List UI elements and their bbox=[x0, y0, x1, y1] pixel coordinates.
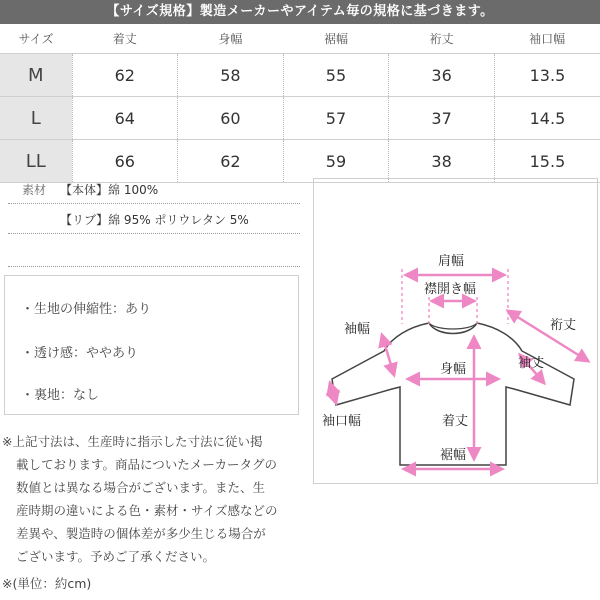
table-cell: 15.5 bbox=[494, 140, 600, 183]
material-row-1 bbox=[0, 178, 300, 204]
header-yuki: 裄丈 bbox=[389, 24, 495, 54]
shirt-outline bbox=[332, 323, 574, 465]
unit-note: ※(単位：約cm) bbox=[2, 576, 92, 591]
header-cuff-width: 袖口幅 bbox=[494, 24, 600, 54]
divider bbox=[8, 203, 300, 204]
shirt-diagram-svg bbox=[314, 179, 599, 485]
table-cell: 60 bbox=[178, 97, 284, 140]
row-size-label: L bbox=[0, 97, 72, 140]
table-row bbox=[0, 54, 600, 97]
material-section bbox=[0, 178, 300, 234]
header-size: サイズ bbox=[0, 24, 72, 54]
note-line: 産時期の違いによる色・素材・サイズ感などの bbox=[16, 503, 278, 518]
size-table bbox=[0, 24, 600, 183]
material-label: 素材 bbox=[22, 183, 47, 197]
table-cell: 38 bbox=[389, 140, 495, 183]
table-cell: 62 bbox=[72, 54, 178, 97]
note-line: 数値とは異なる場合がございます。また、生 bbox=[16, 480, 266, 495]
row-size-label: M bbox=[0, 54, 72, 97]
divider bbox=[8, 233, 300, 234]
table-cell: 62 bbox=[178, 140, 284, 183]
label-sleeve-width: 袖幅 bbox=[344, 322, 371, 337]
neckline bbox=[429, 323, 477, 329]
label-body-width: 身幅 bbox=[440, 362, 467, 377]
label-length: 着丈 bbox=[442, 414, 469, 429]
label-shoulder: 肩幅 bbox=[438, 254, 465, 269]
table-cell: 55 bbox=[283, 54, 389, 97]
label-sleeve-length: 袖丈 bbox=[518, 356, 545, 371]
note-line: ※上記寸法は、生産時に指示した寸法に従い掲 bbox=[2, 434, 263, 449]
table-cell: 36 bbox=[389, 54, 495, 97]
label-yuki: 裄丈 bbox=[550, 318, 577, 333]
table-cell: 14.5 bbox=[494, 97, 600, 140]
row-size-label: LL bbox=[0, 140, 72, 183]
table-cell: 37 bbox=[389, 97, 495, 140]
table-row bbox=[0, 97, 600, 140]
label-neck: 襟開き幅 bbox=[424, 282, 477, 297]
note-line: 差異や、製造時の個体差が多少生じる場合が bbox=[16, 526, 266, 541]
header-length: 着丈 bbox=[72, 24, 178, 54]
table-row bbox=[0, 140, 600, 183]
divider bbox=[8, 266, 300, 267]
table-cell: 66 bbox=[72, 140, 178, 183]
measurement-diagram bbox=[313, 178, 598, 484]
fabric-features-box bbox=[4, 275, 299, 415]
table-cell: 58 bbox=[178, 54, 284, 97]
size-table-header-row bbox=[0, 24, 600, 54]
size-spec-banner: 【サイズ規格】製造メーカーやアイテム毎の規格に基づきます。 bbox=[0, 0, 600, 24]
stretch-feature: ・生地の伸縮性：あり bbox=[21, 302, 152, 317]
lining-feature: ・裏地：なし bbox=[21, 388, 100, 403]
header-body-width: 身幅 bbox=[178, 24, 284, 54]
sheerness-feature: ・透け感：ややあり bbox=[21, 346, 139, 361]
table-cell: 57 bbox=[283, 97, 389, 140]
note-line: ございます。予めご了承ください。 bbox=[16, 549, 216, 564]
table-cell: 59 bbox=[283, 140, 389, 183]
table-cell: 64 bbox=[72, 97, 178, 140]
material-row-2 bbox=[0, 208, 300, 234]
material-rib: 【リブ】綿 95% ポリウレタン 5% bbox=[60, 213, 249, 227]
label-cuff: 袖口幅 bbox=[322, 414, 362, 429]
measurement-note bbox=[2, 430, 300, 568]
header-hem-width: 裾幅 bbox=[283, 24, 389, 54]
table-cell: 13.5 bbox=[494, 54, 600, 97]
note-line: 載しております。商品についたメーカータグの bbox=[16, 457, 278, 472]
material-body: 【本体】綿 100% bbox=[60, 183, 159, 197]
label-hem: 裾幅 bbox=[440, 448, 467, 463]
